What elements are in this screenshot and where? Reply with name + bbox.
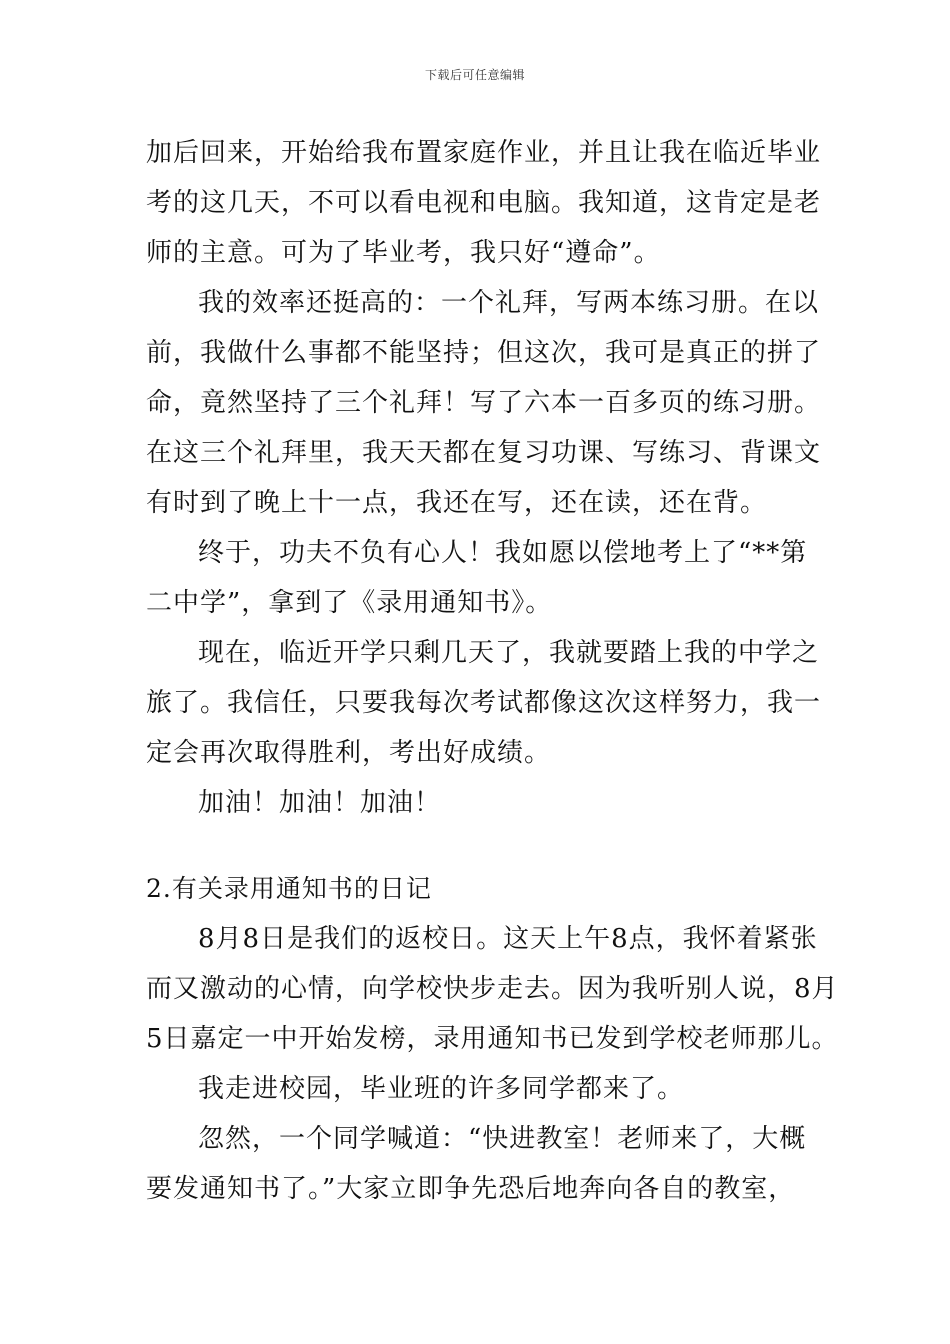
text-line: 8月8日是我们的返校日。这天上午8点，我怀着紧张: [198, 924, 818, 954]
page-header: 下载后可任意编辑: [424, 68, 525, 82]
text-line: 考的这几天，不可以看电视和电脑。我知道，这肯定是老: [146, 188, 822, 218]
text-line: 师的主意。可为了毕业考，我只好“遵命”。: [146, 238, 661, 268]
text-line: 命，竟然坚持了三个礼拜！写了六本一百多页的练习册。: [146, 388, 822, 418]
text-line: 有时到了晚上十一点，我还在写，还在读，还在背。: [146, 488, 768, 518]
section-title: 2.有关录用通知书的日记: [146, 874, 432, 903]
paragraph-gap: [146, 828, 810, 864]
text-line: 定会再次取得胜利，考出好成绩。: [146, 738, 552, 768]
text-line: 而又激动的心情，向学校快步走去。因为我听别人说，8月: [146, 974, 839, 1004]
text-line: 我的效率还挺高的：一个礼拜，写两本练习册。在以: [198, 288, 820, 318]
text-line: 在这三个礼拜里，我天天都在复习功课、写练习、背课文: [146, 438, 822, 468]
paragraph: [146, 278, 822, 528]
text-line: 加后回来，开始给我布置家庭作业，并且让我在临近毕业: [146, 138, 822, 168]
text-line: 旅了。我信任，只要我每次考试都像这次这样努力，我一: [146, 688, 822, 718]
text-line: 加油！加油！加油！: [198, 788, 442, 818]
paragraph: [146, 128, 822, 278]
text-line: 我走进校园，毕业班的许多同学都来了。: [198, 1074, 685, 1104]
text-line: 5日嘉定一中开始发榜，录用通知书已发到学校老师那儿。: [146, 1024, 839, 1054]
paragraph: [146, 528, 810, 628]
text-line: 现在，临近开学只剩几天了，我就要踏上我的中学之: [198, 638, 820, 668]
paragraph: [146, 1064, 810, 1114]
text-line: 忽然，一个同学喊道：“快进教室！老师来了，大概: [198, 1124, 807, 1154]
text-line: 要发通知书了。”大家立即争先恐后地奔向各自的教室，: [146, 1174, 796, 1204]
paragraph: [146, 778, 810, 828]
document-body: [146, 128, 839, 1214]
text-line: 二中学”，拿到了《录用通知书》。: [146, 588, 553, 618]
paragraph: [146, 914, 839, 1064]
paragraph: [146, 1114, 810, 1214]
text-line: 前，我做什么事都不能坚持；但这次，我可是真正的拼了: [146, 338, 822, 368]
paragraph: [146, 628, 822, 778]
text-line: 终于，功夫不负有心人！我如愿以偿地考上了“**第: [198, 538, 808, 568]
